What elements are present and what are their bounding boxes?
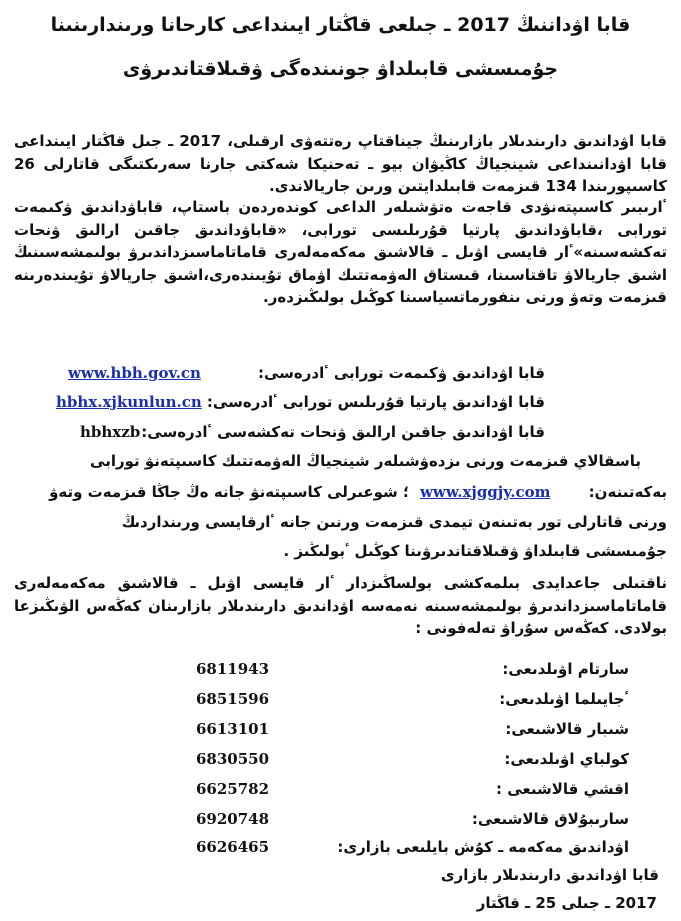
para3-line4: جۇمىسشى قابىلداۋ ۋقىلاقتاندىرۋىنا كوڭىل ٴبولىڭىز .: [283, 542, 667, 560]
phone-label: اۋداندىق مەكەمە ـ كۇش بايلىعى بازارى:: [337, 838, 629, 856]
channels-paragraph: ٴارىبىر كاسىپتەنۋدى قاجەت ەتۋشىلەر الداعى كوندەردەن باستاپ، قاباۋداندىق ۋكىمەت تورابى ،قاباۋداندىق پارتيا قۇرىلىسى تورابى، «قاباۋداندىق جاقىن ارالىق ۋنحات تەكشەسىنە»ٴار قايسى اۋىل ـ قالاشىق مەكەمەلەرى قاماتاماسىزداندىرۋ بولىمشەسىنىڭ اشىق جاريالاۋ تاقتاسىنا، قىستاق الەۋمەتتىك اۋماق تۇيىندەرى،اشىق جاريالاۋ تۇيىندەرىنە قىزمەت وتەۋ ورنى ىنفورماتسياسىنا كوڭىل بولىڭىزدەر.: [14, 198, 667, 306]
phone-number: 6613101: [196, 720, 270, 738]
gov-site-link[interactable]: www.hbh.gov.cn: [68, 364, 201, 382]
phone-number: 6811943: [196, 660, 270, 678]
notice-title-line1: قابا اۋداننىڭ 2017 ـ جىلعى قاڭتار ايىنداعى كارحانا ورىندارىنىنا: [50, 14, 631, 36]
phone-number: 6626465: [196, 838, 270, 856]
phone-label: كولباي اۋىلدىعى:: [504, 750, 629, 768]
wechat-label: قابا اۋداندىق جاقىن ارالىق ۋنحات تەكشەسى ٴادرەسى:: [141, 423, 545, 441]
party-site-link[interactable]: hbhx.xjkunlun.cn: [56, 393, 202, 411]
phone-label: شىبار قالاشىعى:: [505, 720, 629, 738]
phone-number: 6851596: [196, 690, 270, 708]
phone-label: سارتام اۋىلدىعى:: [502, 660, 629, 678]
issue-date: 2017 ـ جىلى 25 ـ قاڭتار: [476, 894, 657, 912]
job-site-link[interactable]: www.xjggjy.com: [420, 483, 551, 501]
phone-label: اقشي قالاشىعى :: [496, 780, 629, 798]
intro-paragraph: قابا اۋداندىق دارىندىلار بازارىنىڭ جيناقتاپ رەتتەۋى ارقىلى، 2017 ـ جىل قاڭتار ايىنداعى قابا اۋدانىنداعى شينجياڭ كاڭيۋان بيو ـ تەحنيكا شەكتى جارنا سەرىكتىگى قاتارلى 26 كاسىپورىندا 134 قىزمەت قابىلدايتىن ورىن جاريالاندى.: [14, 132, 668, 195]
wechat-account-id: hbhxzb: [80, 423, 141, 441]
para3-line3: ورنى قاتارلى تور بەتىنەن تيمدى قىزمەت ورنىن جانە ٴارقايسى ورىنداردىڭ: [121, 513, 667, 531]
gov-site-label: قابا اۋداندىق ۋكىمەت تورابى ٴادرەسى:: [257, 364, 545, 382]
party-site-label: قابا اۋداندىق پارتيا قۇرىلىس تورابى ٴادرەسى:: [206, 393, 545, 411]
phone-number: 6625782: [196, 780, 270, 798]
para3-line2-text: ؛ شوعىرلى كاسىپتەنۋ جانە ەڭ جاڭا قىزمەت وتەۋ: [49, 483, 409, 501]
para3-line1: باسقالاي قىزمەت ورنى ىزدەۋشىلەر شينجياڭ الەۋمەتتىك كاسىپتەنۋ تورابى: [90, 452, 641, 470]
phone-label: سارىبۇلاق قالاشىعى:: [471, 810, 629, 828]
issuer-name: قابا اۋداندىق دارىندىلار بازارى: [440, 866, 659, 884]
notice-title-line2: جۇمىسشى قابىلداۋ جونىندەگى ۋقىلاقتاندىرۋى: [122, 58, 559, 80]
phone-number: 6830550: [196, 750, 270, 768]
para3-line2-label: بەكەتىنەن:: [588, 483, 667, 501]
phone-label: ٴجايىلما اۋىلدىعى:: [499, 690, 629, 708]
phone-number: 6920748: [196, 810, 270, 828]
contact-paragraph: ناقتىلى جاعدايدى بىلمەكشى بولساڭىزدار ٴار قايسى اۋىل ـ قالاشىق مەكەمەلەرى قاماتاماسىزداندىرۋ بولىمشەسىنە نەمەسە اۋداندىق دارىندىلار بازارىنان كەڭەس الۋىڭىزعا بولادى. كەڭەس سۇراۋ تەلەفونى :: [14, 574, 667, 637]
